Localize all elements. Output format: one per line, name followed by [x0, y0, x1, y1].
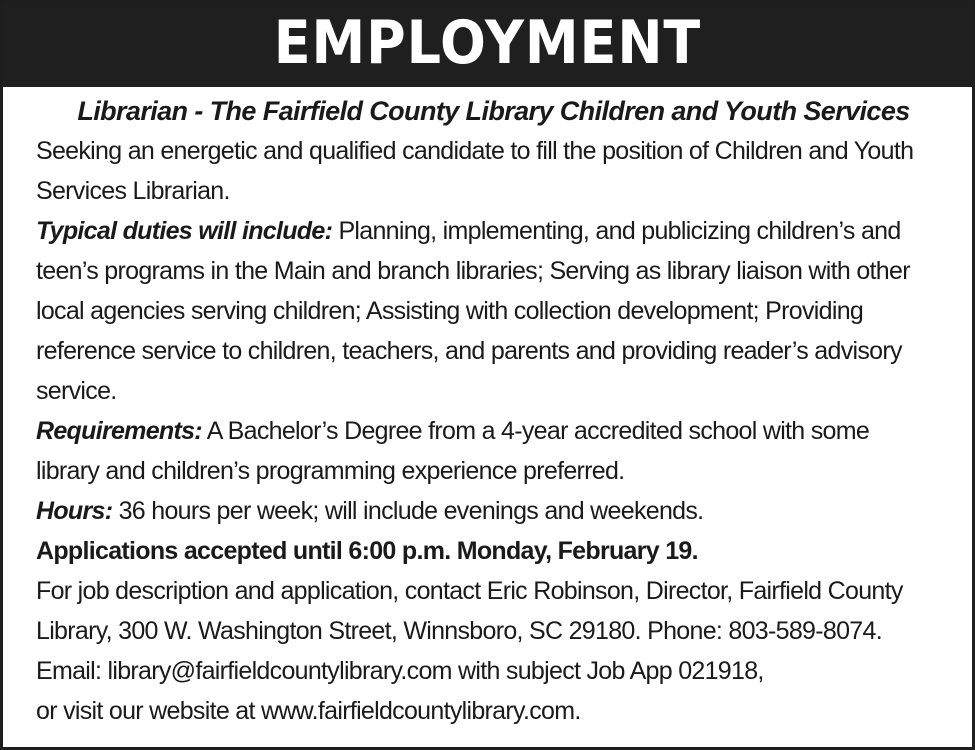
banner-title: EMPLOYMENT: [273, 8, 702, 78]
hours-label: Hours:: [36, 497, 113, 525]
deadline-line: Applications accepted until 6:00 p.m. Monday, February 19.: [36, 537, 698, 565]
duties-paragraph: [36, 211, 951, 411]
duties-line: teen’s programs in the Main and branch libraries; Serving as library liaison with other: [36, 257, 910, 285]
intro-line: Seeking an energetic and qualified candidate to fill the position of Children and Youth: [36, 137, 914, 165]
application-deadline: [36, 531, 951, 571]
duties-first-line: [36, 211, 951, 251]
hours-text: 36 hours per week; will include evenings and weekends.: [112, 497, 704, 525]
contact-line: For job description and application, contact Eric Robinson, Director, Fairfield County: [36, 577, 903, 605]
contact-paragraph: [36, 571, 951, 731]
intro-line: Services Librarian.: [36, 177, 230, 205]
intro-paragraph: [36, 131, 951, 211]
duties-text: Planning, implementing, and publicizing children’s and: [332, 217, 901, 245]
duties-label: Typical duties will include:: [36, 217, 333, 245]
duties-line: reference service to children, teachers, and parents and providing reader’s advisory: [36, 337, 902, 365]
hours-paragraph: [36, 491, 951, 531]
job-title: Librarian - The Fairfield County Library Children and Youth Services: [77, 96, 910, 126]
contact-email-line: Email: library@fairfieldcountylibrary.com with subject Job App 021918,: [36, 657, 764, 685]
employment-banner: [3, 3, 972, 87]
duties-line: service.: [36, 377, 117, 405]
hours-line: [36, 491, 951, 531]
requirements-first-line: [36, 411, 951, 451]
duties-line: local agencies serving children; Assisting with collection development; Providing: [36, 297, 864, 325]
contact-website-line: or visit our website at www.fairfieldcountylibrary.com.: [36, 697, 581, 725]
requirements-text: A Bachelor’s Degree from a 4-year accredited school with some: [201, 417, 870, 445]
requirements-paragraph: [36, 411, 951, 491]
contact-address-line: Library, 300 W. Washington Street, Winnsboro, SC 29180. Phone: 803-589-8074.: [36, 617, 882, 645]
ad-content: [36, 91, 951, 731]
requirements-label: Requirements:: [36, 417, 202, 445]
requirements-line: library and children’s programming experience preferred.: [36, 457, 625, 485]
